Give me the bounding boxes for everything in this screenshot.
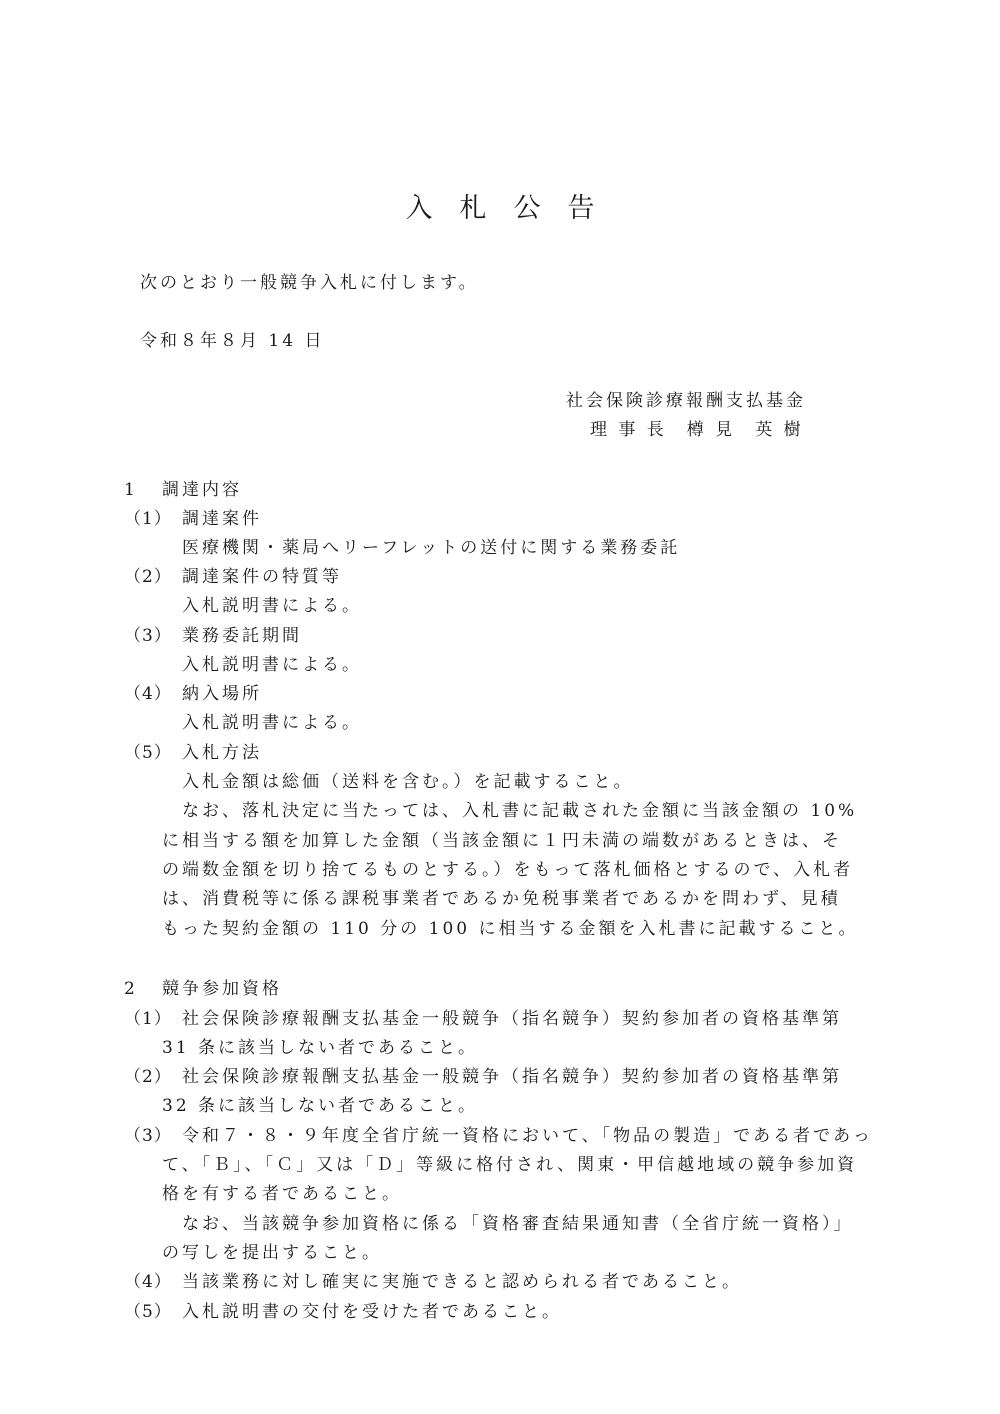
s2-item-2-line: 32 条に該当しない者であること。 <box>162 1096 479 1116</box>
s2-item-1-line: 社会保険診療報酬支払基金一般競争（指名競争）契約参加者の資格基準第 <box>182 1009 842 1029</box>
s1-item-3-label: 業務委託期間 <box>182 626 302 646</box>
s2-item-2-line: 社会保険診療報酬支払基金一般競争（指名競争）契約参加者の資格基準第 <box>182 1067 842 1087</box>
s2-item-1-number: （1） <box>124 1009 172 1029</box>
s2-item-4-line: 当該業務に対し確実に実施できると認められる者であること。 <box>182 1272 742 1292</box>
s1-item-2-number: （2） <box>124 567 172 587</box>
s1-item-2-body: 入札説明書による。 <box>182 596 362 616</box>
s2-item-1-line: 31 条に該当しない者であること。 <box>162 1038 479 1058</box>
s1-item-1-number: （1） <box>124 509 172 529</box>
section-2-number: 2 <box>124 979 136 999</box>
s1-item-4-number: （4） <box>124 684 172 704</box>
s2-item-3-line: 令和７・８・９年度全省庁統一資格において、「物品の製造」である者であっ <box>182 1126 873 1146</box>
page-title: 入 札 公 告 <box>405 193 595 224</box>
s1-item-4-label: 納入場所 <box>182 684 262 704</box>
intro-text: 次のとおり一般競争入札に付します。 <box>140 273 479 293</box>
s2-item-3-number: （3） <box>124 1126 172 1146</box>
s1-item-3-body: 入札説明書による。 <box>182 655 362 675</box>
s2-item-3-line: なお、当該競争参加資格に係る「資格審査結果通知書（全省庁統一資格）」 <box>182 1214 854 1234</box>
s2-item-3-line: の写しを提出すること。 <box>162 1243 382 1263</box>
s1-item-5-label: 入札方法 <box>182 743 262 763</box>
issuer-organization: 社会保険診療報酬支払基金 <box>566 391 806 411</box>
s1-item-1-label: 調達案件 <box>182 509 262 529</box>
s1-item-5-body-line: は、消費税等に係る課税事業者であるか免税事業者であるかを問わず、見積 <box>162 889 841 909</box>
s2-item-5-line: 入札説明書の交付を受けた者であること。 <box>182 1302 562 1322</box>
s1-item-5-body-line: なお、落札決定に当たっては、入札書に記載された金額に当該金額の 10% <box>182 801 858 821</box>
section-1-heading: 調達内容 <box>162 480 242 500</box>
s1-item-5-body-line: もった契約金額の 110 分の 100 に相当する金額を入札書に記載すること。 <box>162 919 859 939</box>
s1-item-2-label: 調達案件の特質等 <box>182 567 342 587</box>
s1-item-5-number: （5） <box>124 743 172 763</box>
s1-item-5-body-line: に相当する額を加算した金額（当該金額に１円未満の端数があるときは、そ <box>162 831 842 851</box>
s2-item-4-number: （4） <box>124 1272 172 1292</box>
s1-item-1-body: 医療機関・薬局へリーフレットの送付に関する業務委託 <box>182 538 681 558</box>
s1-item-5-body-line: の端数金額を切り捨てるものとする。）をもって落札価格とするので、入札者 <box>162 860 854 880</box>
s2-item-5-number: （5） <box>124 1302 172 1322</box>
notice-date: 令和８年８月 14 日 <box>140 331 325 351</box>
s1-item-5-body-line: 入札金額は総価（送料を含む。）を記載すること。 <box>182 772 634 792</box>
issuer-person: 理 事 長 樽 見 英 樹 <box>590 420 804 440</box>
s1-item-3-number: （3） <box>124 626 172 646</box>
s2-item-2-number: （2） <box>124 1067 172 1087</box>
s1-item-4-body: 入札説明書による。 <box>182 713 362 733</box>
s2-item-3-line: 格を有する者であること。 <box>162 1184 402 1204</box>
s2-item-3-line: て、「Ｂ」、「Ｃ」又は「Ｄ」等級に格付され、関東・甲信越地域の競争参加資 <box>162 1155 858 1175</box>
section-2-heading: 競争参加資格 <box>162 979 282 999</box>
section-1-number: 1 <box>124 480 136 500</box>
